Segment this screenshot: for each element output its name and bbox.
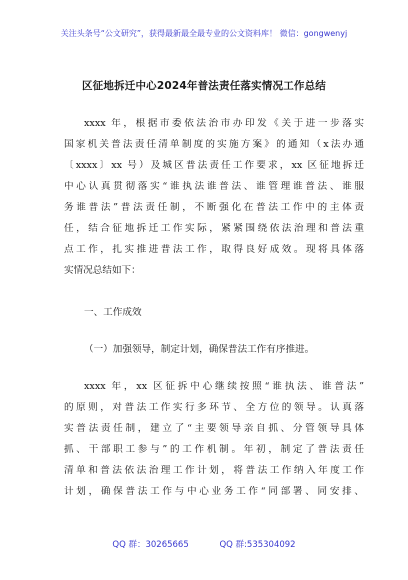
paragraph-line: 的原则，对普法工作实行多环节、全方位的领导。认真落 <box>64 402 364 413</box>
document-title: 区征地拆迁中心2024年普法责任落实情况工作总结 <box>81 80 327 92</box>
paragraph-line: 任，结合征地拆迁工作实际，紧紧围绕依法治理和普法重 <box>64 223 364 234</box>
paragraph-line: 〔xxxx〕xx 号）及城区普法责任工作要求，xx 区征地拆迁 <box>64 160 364 171</box>
paragraph-line: 实情况总结如下： <box>64 265 141 276</box>
paragraph-line: 务谁普法”普法责任制，不断强化在普法工作中的主体责 <box>64 202 364 213</box>
paragraph-line: 抓、干部职工参与”的工作机制。年初，制定了普法责任 <box>64 444 364 455</box>
footer-qq-group-2: QQ 群:535304092 <box>219 540 296 550</box>
paragraph-line: 中心认真贯彻落实“谁执法谁普法、谁管理谁普法、谁服 <box>64 181 364 192</box>
paragraph-line: 计划，确保普法工作与中心业务工作“同部署、同安排、 <box>64 486 364 497</box>
paragraph-line: xxxx 年，根据市委依法治市办印发《关于进一步落实 <box>84 118 364 129</box>
footer <box>0 538 408 550</box>
paragraph-line: 点工作，扎实推进普法工作，取得良好成效。现将具体落 <box>64 244 364 255</box>
paragraph-line: 国家机关普法责任清单制度的实施方案》的通知（x法办通 <box>64 139 364 150</box>
paragraph-line: 实普法责任制，建立了“主要领导亲自抓、分管领导具体 <box>64 423 364 434</box>
section-heading: 一、工作成效 <box>84 307 142 318</box>
paragraph-line: xxxx 年，xx 区征拆中心继续按照“谁执法、谁普法” <box>84 381 364 392</box>
subsection-heading: （一）加强领导，制定计划，确保普法工作有序推进。 <box>84 344 315 355</box>
footer-qq-group-1: QQ 群：30265665 <box>112 540 189 550</box>
paragraph-line: 清单和普法依法治理工作计划，将普法工作纳入年度工作 <box>64 465 364 476</box>
header-note: 关注头条号“公文研究”，获得最新最全最专业的公文资料库！ 微信：gongwenyj <box>60 29 348 38</box>
